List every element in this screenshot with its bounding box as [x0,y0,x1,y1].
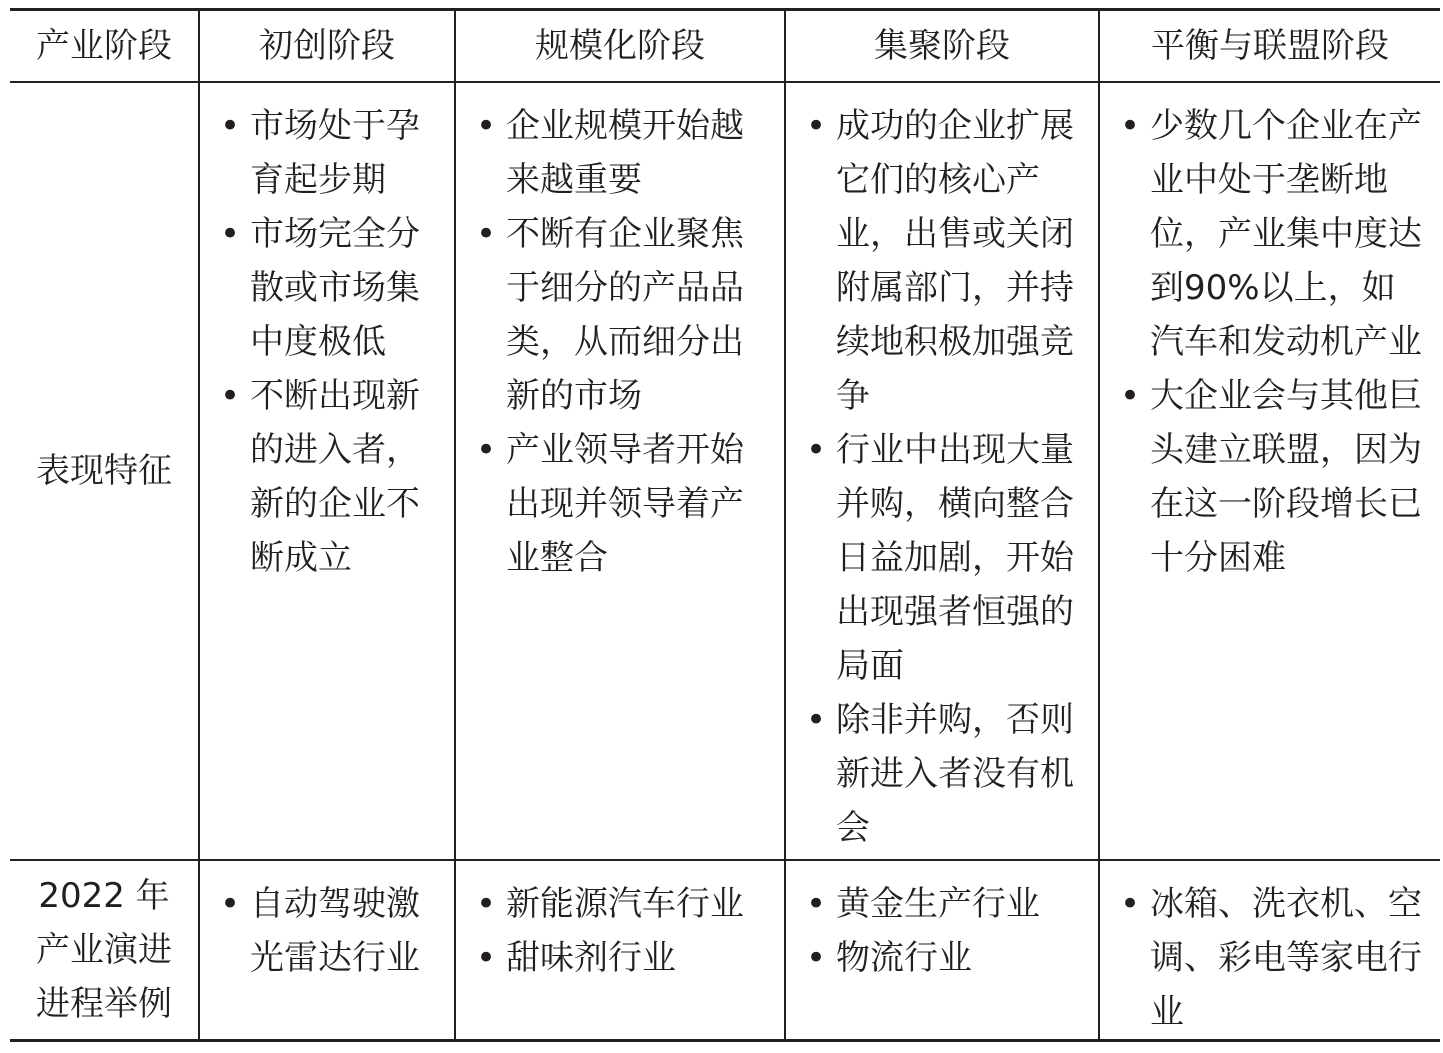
examples-label-line: 产业演进 [36,930,172,970]
examples-concentration-cell [785,860,1099,1041]
list-item: • 不断出现新的进入者，新的企业不断成立 [220,376,420,578]
examples-startup-list [200,861,454,985]
list-item: • 企业规模开始越来越重要 [476,106,744,200]
examples-label-line: 进程举例 [36,984,172,1024]
list-item: • 新能源汽车行业 [476,884,744,924]
examples-label-line: 2022 年 [38,876,170,916]
features-concentration-cell [785,82,1099,860]
header-industry-stage: 产业阶段 [10,10,199,83]
list-item: • 成功的企业扩展它们的核心产业，出售或关闭附属部门，并持续地积极加强竞争 [806,106,1074,416]
list-item: • 市场处于孕育起步期 [220,106,420,200]
examples-balance-cell [1099,860,1440,1041]
header-concentration-stage: 集聚阶段 [785,10,1099,83]
features-startup-list [200,83,454,585]
examples-startup-cell [199,860,455,1041]
header-scale-stage: 规模化阶段 [455,10,785,83]
features-balance-cell [1099,82,1440,860]
features-label: 表现特征 [10,82,199,860]
features-scale-cell [455,82,785,860]
list-item: • 少数几个企业在产业中处于垄断地位，产业集中度达到90%以上，如汽车和发动机产业 [1120,106,1422,362]
examples-scale-cell [455,860,785,1041]
list-item: • 市场完全分散或市场集中度极低 [220,214,420,362]
list-item: • 除非并购，否则新进入者没有机会 [806,700,1074,848]
features-startup-cell [199,82,455,860]
list-item: • 物流行业 [806,938,972,978]
header-row [10,10,1440,83]
features-row [10,82,1440,860]
examples-row [10,860,1440,1041]
header-startup-stage: 初创阶段 [199,10,455,83]
examples-balance-list [1100,861,1440,1039]
features-concentration-list [786,83,1098,855]
industry-stage-table-wrapper [10,8,1440,1042]
list-item: • 大企业会与其他巨头建立联盟，因为在这一阶段增长已十分困难 [1120,376,1422,578]
examples-label [10,860,199,1041]
list-item: • 甜味剂行业 [476,938,676,978]
examples-concentration-list [786,861,1098,985]
industry-stage-table [10,8,1440,1042]
header-balance-alliance-stage: 平衡与联盟阶段 [1099,10,1440,83]
list-item: • 冰箱、洗衣机、空调、彩电等家电行业 [1120,884,1422,1032]
list-item: • 自动驾驶激光雷达行业 [220,884,420,978]
list-item: • 产业领导者开始出现并领导着产业整合 [476,430,744,578]
list-item: • 黄金生产行业 [806,884,1040,924]
examples-scale-list [456,861,784,985]
list-item: • 不断有企业聚焦于细分的产品品类，从而细分出新的市场 [476,214,744,416]
features-scale-list [456,83,784,585]
features-balance-list [1100,83,1440,585]
list-item: • 行业中出现大量并购，横向整合日益加剧，开始出现强者恒强的局面 [806,430,1074,686]
